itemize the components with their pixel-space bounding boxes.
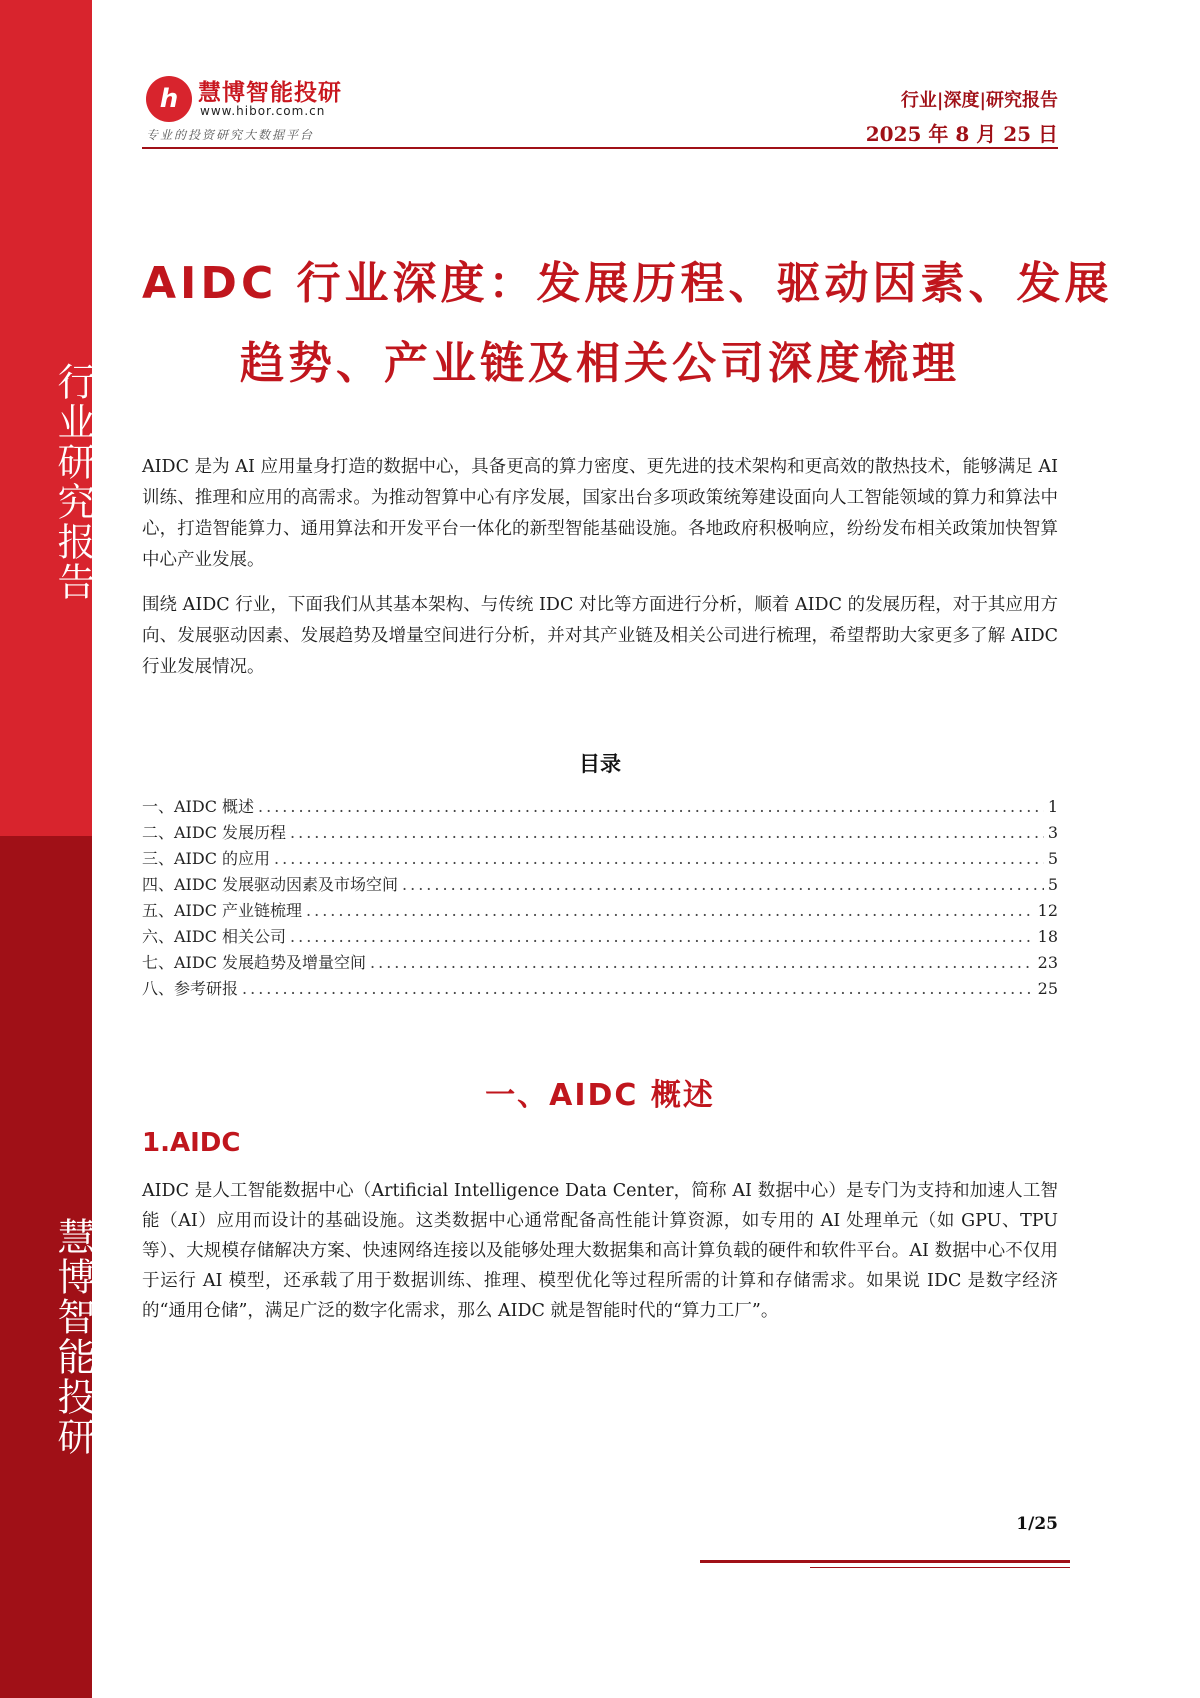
report-title-line-2: 趋势、产业链及相关公司深度梳理	[240, 338, 960, 389]
toc-item[interactable]	[142, 976, 1058, 1002]
toc-leader-dots	[370, 953, 1034, 972]
toc-item-page: 23	[1037, 953, 1058, 972]
banner-brand-name: 慧博智能投研	[51, 1217, 95, 1457]
toc-item-label: 三、AIDC 的应用	[142, 849, 271, 868]
report-category: 行业|深度|研究报告	[900, 90, 1058, 111]
toc-item[interactable]	[142, 898, 1058, 924]
toc-leader-dots	[402, 875, 1044, 894]
toc-item[interactable]	[142, 846, 1058, 872]
toc-item-page: 12	[1037, 901, 1058, 920]
toc-item-label: 五、AIDC 产业链梳理	[142, 901, 303, 920]
header-divider	[142, 147, 1058, 149]
section-heading: 一、AIDC 概述	[485, 1078, 715, 1113]
banner-report-type: 行业研究报告	[51, 362, 95, 602]
toc-item-label: 四、AIDC 发展驱动因素及市场空间	[142, 875, 399, 894]
hibor-logo[interactable]	[146, 74, 386, 146]
report-title	[142, 244, 1113, 404]
intro-paragraph-1: AIDC 是为 AI 应用量身打造的数据中心，具备更高的算力密度、更先进的技术架构和更高效的散热技术，能够满足 AI 训练、推理和应用的高需求。为推动智算中心有序发展，国家出台多项政策统筹建设面向人工智能领域的算力和算法中心，打造智能算力、通用算法和开发平台一体化的新型智能基础设施。各地政府积极响应，纷纷发布相关政策加快智算中心产业发展。	[142, 457, 1058, 570]
intro-paragraph-2: 围绕 AIDC 行业，下面我们从其基本架构、与传统 IDC 对比等方面进行分析，顺着 AIDC 的发展历程，对于其应用方向、发展驱动因素、发展趋势及增量空间进行分析，并对其产业链及相关公司进行梳理，希望帮助大家更多了解 AIDC 行业发展情况。	[142, 595, 1058, 677]
toc-item-page: 3	[1047, 823, 1058, 842]
left-banner	[0, 0, 95, 1698]
toc-item-label: 一、AIDC 概述	[142, 797, 255, 816]
footer-divider-thin	[810, 1567, 1070, 1568]
toc-item[interactable]	[142, 924, 1058, 950]
toc-leader-dots	[290, 823, 1044, 842]
toc-item-page: 18	[1037, 927, 1058, 946]
toc-leader-dots	[258, 797, 1044, 816]
toc-leader-dots	[274, 849, 1044, 868]
toc-leader-dots	[306, 901, 1034, 920]
logo-name: 慧博智能投研	[198, 80, 342, 106]
section-subheading: 1.AIDC	[142, 1128, 241, 1158]
logo-slogan: 专业的投资研究大数据平台	[146, 128, 315, 142]
toc-item-label: 六、AIDC 相关公司	[142, 927, 287, 946]
page-number: 1/25	[1016, 1514, 1058, 1534]
footer-divider-thick	[700, 1560, 1070, 1563]
toc-item-label: 八、参考研报	[142, 979, 239, 998]
toc-item[interactable]	[142, 794, 1058, 820]
toc-item-page: 5	[1047, 875, 1058, 894]
report-date: 2025 年 8 月 25 日	[865, 122, 1058, 146]
section-paragraph: AIDC 是人工智能数据中心（Artificial Intelligence Data Center，简称 AI 数据中心）是专门为支持和加速人工智能（AI）应用而设计的基础设施。这类数据中心通常配备高性能计算资源，如专用的 AI 处理单元（如 GPU、TPU 等）、大规模存储解决方案、快速网络连接以及能够处理大数据集和高计算负载的硬件和软件平台。AI 数据中心不仅用于运行 AI 模型，还承载了用于数据训练、推理、模型优化等过程所需的计算和存储需求。如果说 IDC 是数字经济的“通用仓储”，满足广泛的数字化需求，那么 AIDC 就是智能时代的“算力工厂”。	[142, 1181, 1058, 1321]
logo-mark-icon: h	[146, 76, 192, 122]
toc-item[interactable]	[142, 950, 1058, 976]
toc-leader-dots	[290, 927, 1034, 946]
toc-title: 目录	[579, 752, 621, 776]
toc-item-label: 二、AIDC 发展历程	[142, 823, 287, 842]
logo-url: www.hibor.com.cn	[200, 104, 326, 118]
toc-item-page: 25	[1037, 979, 1058, 998]
toc-item[interactable]	[142, 820, 1058, 846]
report-meta	[866, 86, 1058, 147]
toc-item-page: 5	[1047, 849, 1058, 868]
toc-leader-dots	[242, 979, 1034, 998]
table-of-contents	[142, 794, 1058, 1002]
report-title-line-1: AIDC 行业深度：发展历程、驱动因素、发展	[142, 258, 1113, 309]
toc-item-label: 七、AIDC 发展趋势及增量空间	[142, 953, 367, 972]
toc-item[interactable]	[142, 872, 1058, 898]
toc-item-page: 1	[1047, 797, 1058, 816]
